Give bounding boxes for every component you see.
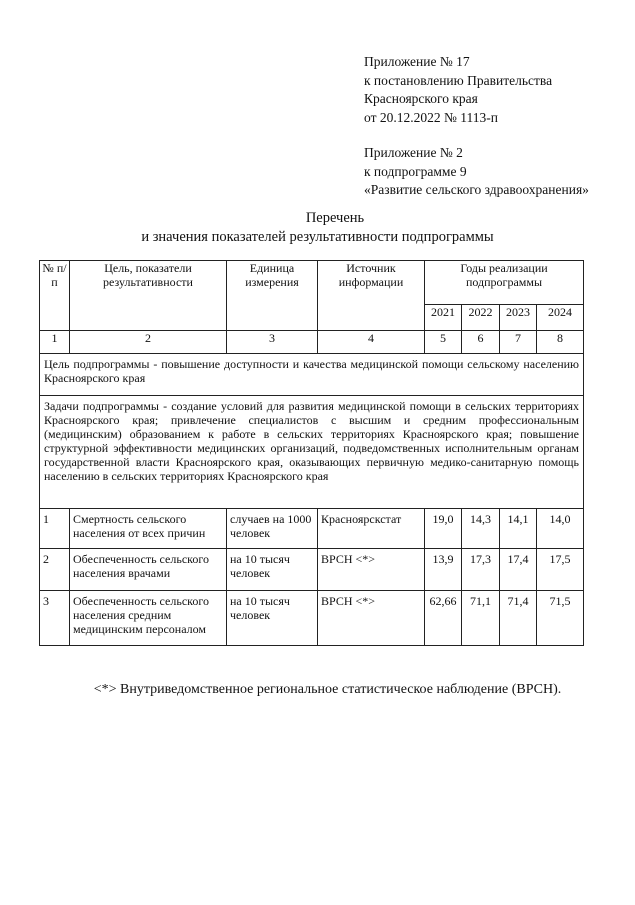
row-value-2021: 62,66 [425,591,462,646]
table-row [40,509,584,549]
title-line2: и значения показателей результативности подпрограммы [141,229,494,245]
header-source: Источник информации [318,261,425,331]
appendix-2-line1: Приложение № 2 [364,145,463,160]
appendix-2-line3: «Развитие сельского здравоохранения» [364,182,589,197]
appendix-17-line1: Приложение № 17 [364,54,470,69]
col-number: 4 [318,331,425,354]
header-year-2023: 2023 [500,305,537,331]
row-value-2022: 14,3 [462,509,500,549]
row-value-2023: 71,4 [500,591,537,646]
row-source: ВРСН <*> [318,591,425,646]
header-years-group: Годы реализации подпрограммы [425,261,584,305]
footnote: <*> Внутриведомственное региональное статистическое наблюдение (ВРСН). [93,682,562,697]
table-row [40,591,584,646]
goal-row: Цель подпрограммы - повышение доступности и качества медицинской помощи сельскому населению Красноярского края [40,354,584,396]
row-unit: на 10 тысяч человек [227,591,318,646]
header-year-2022: 2022 [462,305,500,331]
header-year-2021: 2021 [425,305,462,331]
row-source: Красноярскстат [318,509,425,549]
row-source: ВРСН <*> [318,549,425,591]
row-num: 2 [40,549,70,591]
appendix-17-line4: от 20.12.2022 № 1113-п [364,109,498,125]
row-num: 1 [40,509,70,549]
row-value-2023: 14,1 [500,509,537,549]
header-unit: Единица измерения [227,261,318,331]
header-goal: Цель, показатели результативности [70,261,227,331]
row-indicator: Обеспеченность сельского населения средним медицинским персоналом [70,591,227,646]
row-value-2024: 14,0 [537,509,584,549]
appendix-17-line2: к постановлению Правительства [364,72,553,88]
col-number: 6 [462,331,500,354]
row-value-2022: 17,3 [462,549,500,591]
row-value-2022: 71,1 [462,591,500,646]
col-number: 7 [500,331,537,354]
row-value-2021: 13,9 [425,549,462,591]
indicators-table [39,260,584,646]
table-row [40,549,584,591]
header-year-2024: 2024 [537,305,584,331]
row-indicator: Смертность сельского населения от всех причин [70,509,227,549]
row-unit: случаев на 1000 человек [227,509,318,549]
appendix-2-header [364,144,589,200]
col-number: 2 [70,331,227,354]
row-num: 3 [40,591,70,646]
row-value-2024: 71,5 [537,591,584,646]
row-indicator: Обеспеченность сельского населения врачами [70,549,227,591]
document-title [0,209,635,247]
col-number: 5 [425,331,462,354]
appendix-17-line3: Красноярского края [364,91,478,106]
appendix-17-header [364,53,552,127]
col-number: 8 [537,331,584,354]
row-value-2024: 17,5 [537,549,584,591]
title-line1: Перечень [305,210,365,226]
header-num: № п/п [40,261,70,331]
row-unit: на 10 тысяч человек [227,549,318,591]
row-value-2021: 19,0 [425,509,462,549]
tasks-row: Задачи подпрограммы - создание условий для развития медицинской помощи в сельских территориях Красноярского края; привлечение специалистов с высшим и средним профессиональным (медицинским) образованием к работе в сельских территориях Красноярского края; повышение структурной эффективности медицинских организаций, подведомственных исполнительным органам государственной власти Красноярского края, оказывающих первичную медико-санитарную помощь населению в сельских территориях Красноярского края [40,396,584,509]
col-number: 1 [40,331,70,354]
row-value-2023: 17,4 [500,549,537,591]
appendix-2-line2: к подпрограмме 9 [364,163,467,179]
col-number: 3 [227,331,318,354]
